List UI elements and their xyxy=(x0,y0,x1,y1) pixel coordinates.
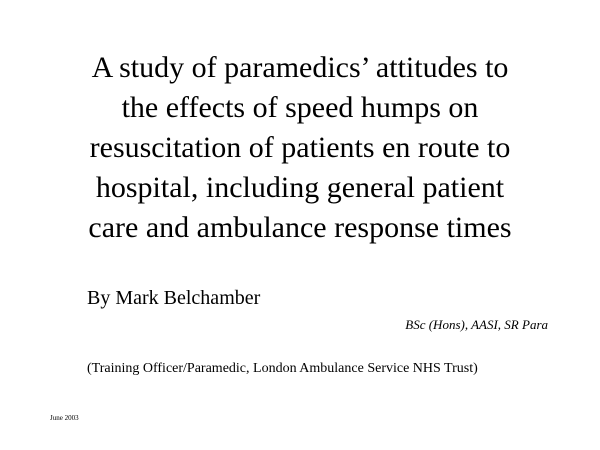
title-line-3: resuscitation of patients en route to xyxy=(89,131,511,164)
title-line-1: A study of paramedics’ attitudes to xyxy=(91,51,509,84)
document-date: June 2003 xyxy=(50,414,79,422)
author-byline: By Mark Belchamber xyxy=(87,287,261,309)
author-affiliation: (Training Officer/Paramedic, London Ambulance Service NHS Trust) xyxy=(87,361,478,376)
document-title xyxy=(20,48,580,248)
title-line-2: the effects of speed humps on xyxy=(121,91,479,124)
title-line-5: care and ambulance response times xyxy=(88,211,512,244)
title-line-4: hospital, including general patient xyxy=(95,171,505,204)
author-credentials: BSc (Hons), AASI, SR Para xyxy=(405,317,548,332)
